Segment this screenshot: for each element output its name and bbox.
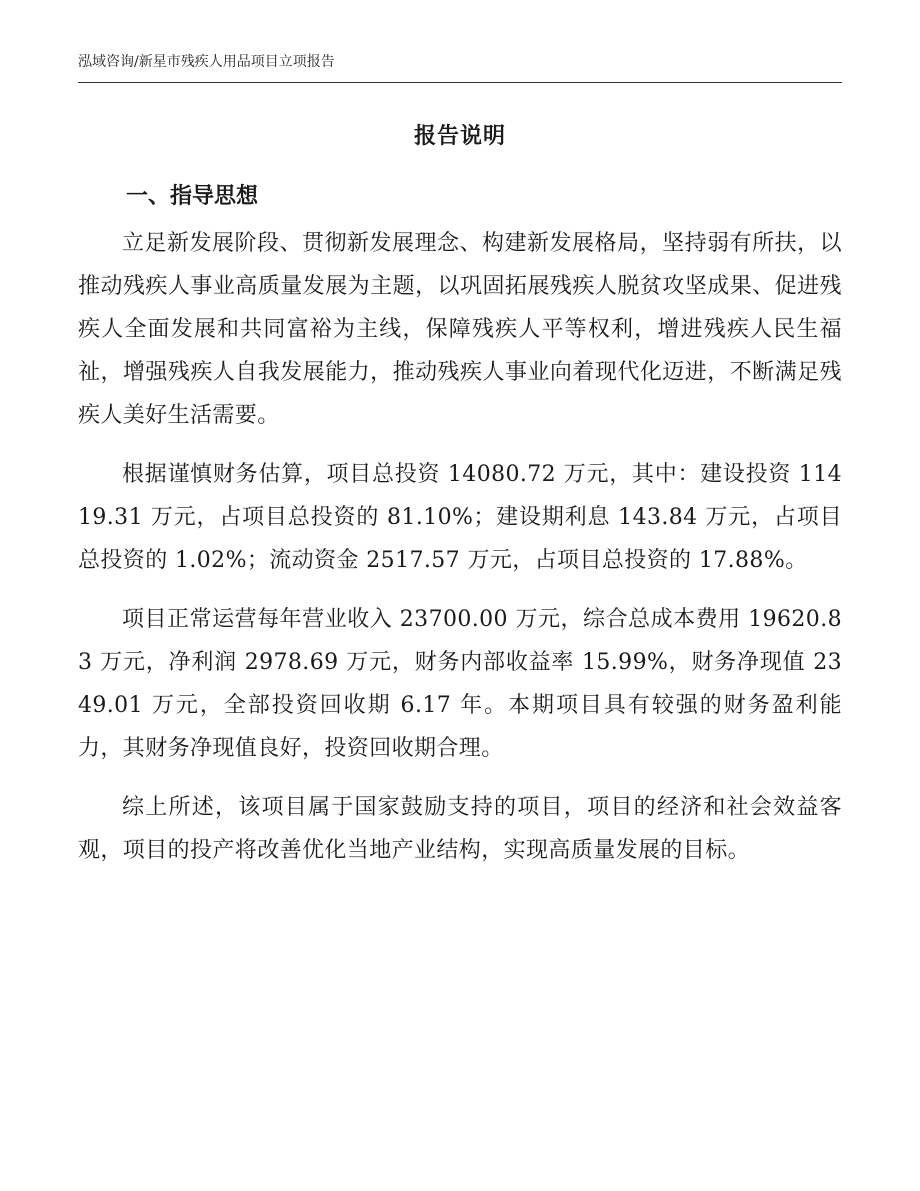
paragraph-investment-estimate: 根据谨慎财务估算，项目总投资 14080.72 万元，其中：建设投资 11419.31 万元，占项目总投资的 81.10%；建设期利息 143.84 万元，占项目总投资的 1.02%；流动资金 2517.57 万元，占项目总投资的 17.88%。	[78, 462, 842, 573]
page-title: 报告说明	[413, 123, 506, 149]
section-heading: 一、指导思想	[126, 183, 259, 209]
paragraph-guiding-principles: 立足新发展阶段、贯彻新发展理念、构建新发展格局，坚持弱有所扶，以推动残疾人事业高质量发展为主题，以巩固拓展残疾人脱贫攻坚成果、促进残疾人全面发展和共同富裕为主线，保障残疾人平等权利，增进残疾人民生福祉，增强残疾人自我发展能力，推动残疾人事业向着现代化迈进，不断满足残疾人美好生活需要。	[78, 231, 842, 428]
body-text	[78, 222, 842, 888]
running-header: 泓域咨询/新星市残疾人用品项目立项报告	[78, 54, 335, 70]
header-divider	[78, 82, 842, 83]
paragraph-financial-returns: 项目正常运营每年营业收入 23700.00 万元，综合总成本费用 19620.83 万元，净利润 2978.69 万元，财务内部收益率 15.99%，财务净现值 2349.01 万元，全部投资回收期 6.17 年。本期项目具有较强的财务盈利能力，其财务净现值良好，投资回收期合理。	[78, 607, 842, 761]
paragraph-conclusion: 综上所述，该项目属于国家鼓励支持的项目，项目的经济和社会效益客观，项目的投产将改善优化当地产业结构，实现高质量发展的目标。	[78, 795, 842, 863]
